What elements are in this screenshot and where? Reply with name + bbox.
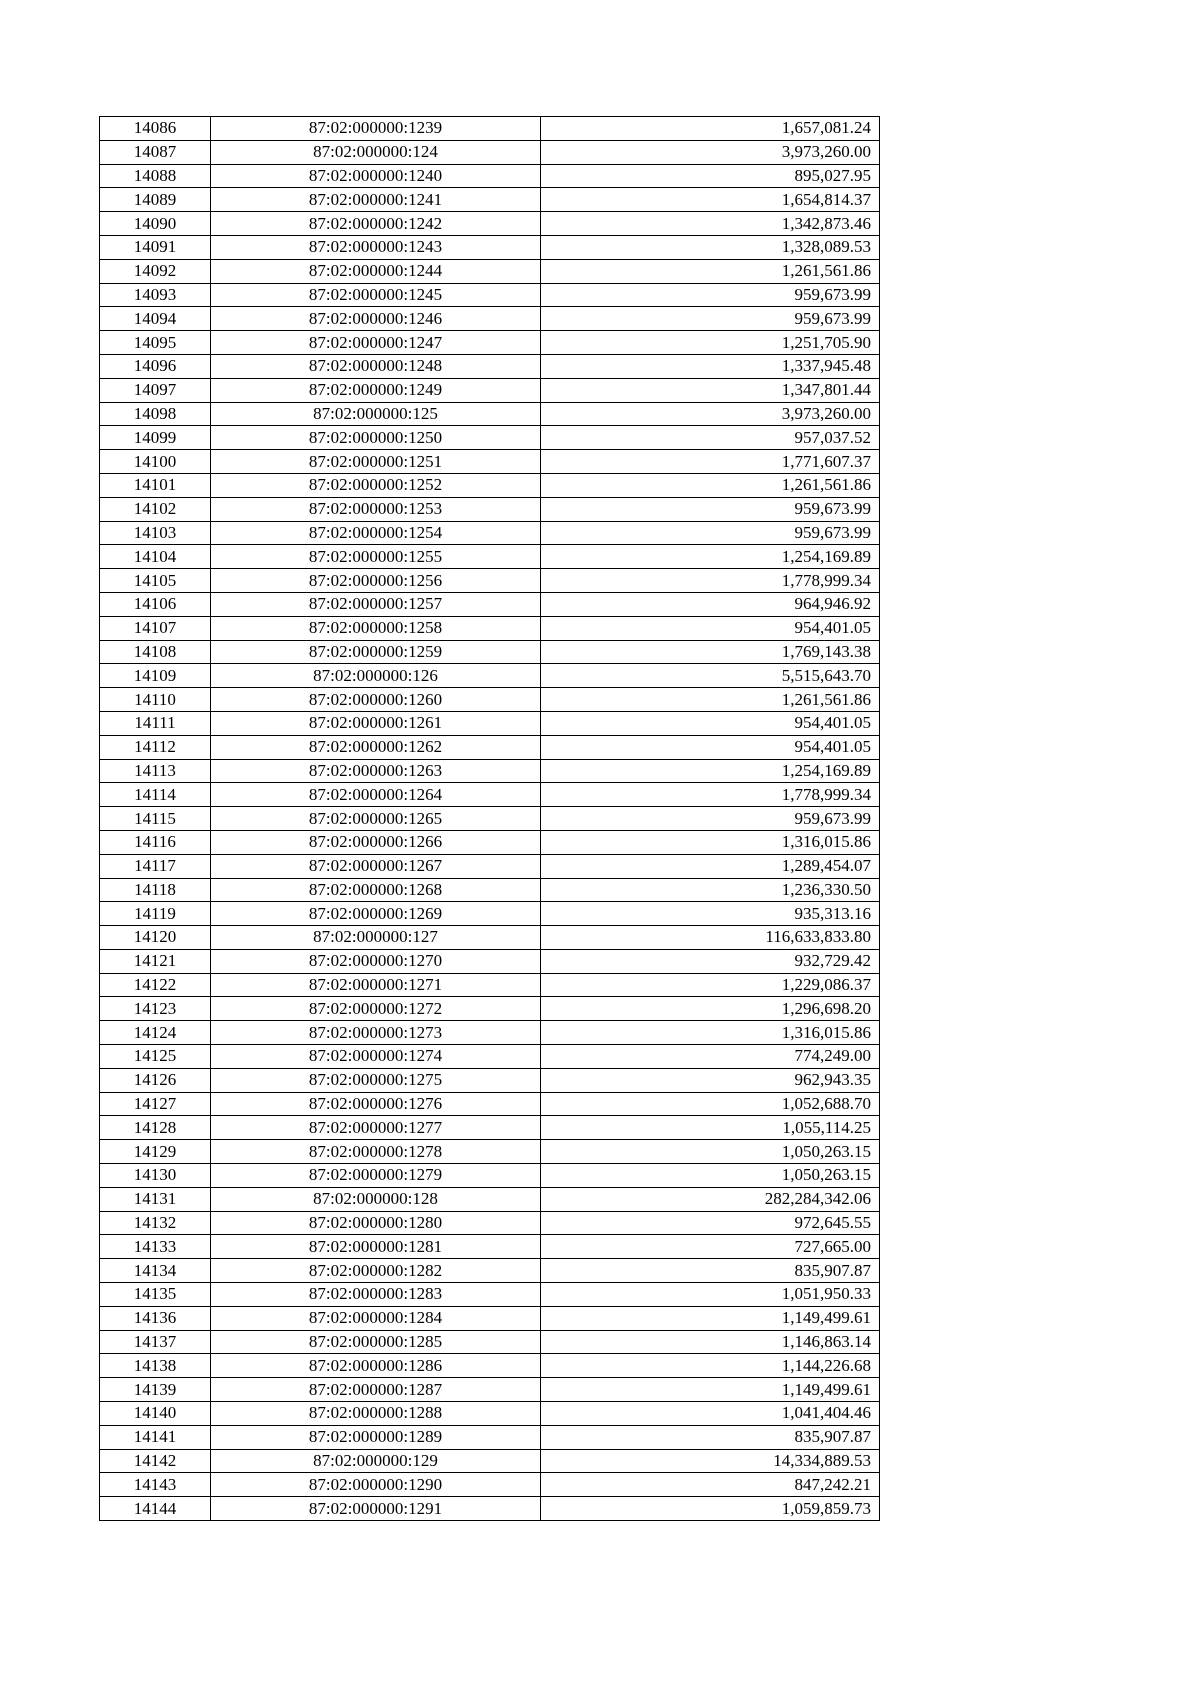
cadastral-number-cell: 87:02:000000:1240 [211, 164, 541, 188]
value-cell: 954,401.05 [541, 616, 880, 640]
table-row [100, 1354, 880, 1378]
row-number-cell: 14125 [100, 1045, 211, 1069]
row-number-cell: 14108 [100, 640, 211, 664]
value-cell: 932,729.42 [541, 949, 880, 973]
cadastral-number-cell: 87:02:000000:1257 [211, 592, 541, 616]
table-row [100, 1402, 880, 1426]
cadastral-number-cell: 87:02:000000:1239 [211, 117, 541, 141]
row-number-cell: 14136 [100, 1306, 211, 1330]
cadastral-number-cell: 87:02:000000:1286 [211, 1354, 541, 1378]
cadastral-number-cell: 87:02:000000:1260 [211, 688, 541, 712]
cadastral-number-cell: 87:02:000000:1270 [211, 949, 541, 973]
table-row [100, 1306, 880, 1330]
cadastral-number-cell: 87:02:000000:1256 [211, 569, 541, 593]
row-number-cell: 14118 [100, 878, 211, 902]
cadastral-number-cell: 87:02:000000:1244 [211, 259, 541, 283]
value-cell: 1,052,688.70 [541, 1092, 880, 1116]
table-row [100, 1283, 880, 1307]
row-number-cell: 14119 [100, 902, 211, 926]
row-number-cell: 14113 [100, 759, 211, 783]
row-number-cell: 14110 [100, 688, 211, 712]
row-number-cell: 14129 [100, 1140, 211, 1164]
table-row [100, 307, 880, 331]
row-number-cell: 14141 [100, 1425, 211, 1449]
value-cell: 3,973,260.00 [541, 140, 880, 164]
table-row [100, 878, 880, 902]
value-cell: 895,027.95 [541, 164, 880, 188]
table-row [100, 188, 880, 212]
row-number-cell: 14117 [100, 854, 211, 878]
cadastral-number-cell: 87:02:000000:1289 [211, 1425, 541, 1449]
table-row [100, 1116, 880, 1140]
value-cell: 1,144,226.68 [541, 1354, 880, 1378]
value-cell: 1,261,561.86 [541, 473, 880, 497]
table-row [100, 450, 880, 474]
table-row [100, 973, 880, 997]
value-cell: 1,236,330.50 [541, 878, 880, 902]
value-cell: 14,334,889.53 [541, 1449, 880, 1473]
cadastral-number-cell: 87:02:000000:1272 [211, 997, 541, 1021]
row-number-cell: 14114 [100, 783, 211, 807]
row-number-cell: 14093 [100, 283, 211, 307]
table-row [100, 521, 880, 545]
row-number-cell: 14089 [100, 188, 211, 212]
row-number-cell: 14096 [100, 354, 211, 378]
table-row [100, 1378, 880, 1402]
cadastral-number-cell: 87:02:000000:1283 [211, 1283, 541, 1307]
table-row [100, 854, 880, 878]
value-cell: 1,778,999.34 [541, 783, 880, 807]
row-number-cell: 14134 [100, 1259, 211, 1283]
value-cell: 1,261,561.86 [541, 259, 880, 283]
value-cell: 847,242.21 [541, 1473, 880, 1497]
cadastral-number-cell: 87:02:000000:1269 [211, 902, 541, 926]
value-cell: 1,657,081.24 [541, 117, 880, 141]
value-cell: 957,037.52 [541, 426, 880, 450]
cadastral-number-cell: 87:02:000000:1254 [211, 521, 541, 545]
value-cell: 962,943.35 [541, 1068, 880, 1092]
table-row [100, 926, 880, 950]
table-row [100, 569, 880, 593]
row-number-cell: 14135 [100, 1283, 211, 1307]
value-cell: 1,050,263.15 [541, 1140, 880, 1164]
cadastral-number-cell: 87:02:000000:1267 [211, 854, 541, 878]
row-number-cell: 14138 [100, 1354, 211, 1378]
table-row [100, 1092, 880, 1116]
cadastral-number-cell: 87:02:000000:124 [211, 140, 541, 164]
value-cell: 1,146,863.14 [541, 1330, 880, 1354]
cadastral-number-cell: 87:02:000000:129 [211, 1449, 541, 1473]
cadastral-number-cell: 87:02:000000:1274 [211, 1045, 541, 1069]
cadastral-number-cell: 87:02:000000:1264 [211, 783, 541, 807]
row-number-cell: 14098 [100, 402, 211, 426]
row-number-cell: 14088 [100, 164, 211, 188]
value-cell: 959,673.99 [541, 283, 880, 307]
table-row [100, 331, 880, 355]
table-row [100, 402, 880, 426]
row-number-cell: 14130 [100, 1164, 211, 1188]
cadastral-number-cell: 87:02:000000:125 [211, 402, 541, 426]
value-cell: 835,907.87 [541, 1425, 880, 1449]
table-row [100, 1045, 880, 1069]
value-cell: 1,328,089.53 [541, 235, 880, 259]
row-number-cell: 14095 [100, 331, 211, 355]
cadastral-number-cell: 87:02:000000:1271 [211, 973, 541, 997]
row-number-cell: 14121 [100, 949, 211, 973]
table-row [100, 235, 880, 259]
row-number-cell: 14133 [100, 1235, 211, 1259]
cadastral-number-cell: 87:02:000000:1252 [211, 473, 541, 497]
table-row [100, 259, 880, 283]
value-cell: 972,645.55 [541, 1211, 880, 1235]
cadastral-number-cell: 87:02:000000:126 [211, 664, 541, 688]
value-cell: 1,316,015.86 [541, 830, 880, 854]
value-cell: 116,633,833.80 [541, 926, 880, 950]
table-row [100, 664, 880, 688]
value-cell: 1,347,801.44 [541, 378, 880, 402]
cadastral-number-cell: 87:02:000000:1263 [211, 759, 541, 783]
cadastral-number-cell: 87:02:000000:1281 [211, 1235, 541, 1259]
table-row [100, 1449, 880, 1473]
cadastral-number-cell: 87:02:000000:1290 [211, 1473, 541, 1497]
row-number-cell: 14115 [100, 807, 211, 831]
table-row [100, 711, 880, 735]
value-cell: 1,289,454.07 [541, 854, 880, 878]
row-number-cell: 14094 [100, 307, 211, 331]
value-cell: 1,149,499.61 [541, 1306, 880, 1330]
value-cell: 1,041,404.46 [541, 1402, 880, 1426]
row-number-cell: 14122 [100, 973, 211, 997]
cadastral-number-cell: 87:02:000000:1268 [211, 878, 541, 902]
cadastral-number-cell: 87:02:000000:1259 [211, 640, 541, 664]
table-row [100, 735, 880, 759]
table-row [100, 378, 880, 402]
cadastral-number-cell: 87:02:000000:1255 [211, 545, 541, 569]
table-row [100, 640, 880, 664]
cadastral-number-cell: 87:02:000000:1288 [211, 1402, 541, 1426]
table-row [100, 140, 880, 164]
row-number-cell: 14128 [100, 1116, 211, 1140]
cadastral-number-cell: 87:02:000000:1246 [211, 307, 541, 331]
row-number-cell: 14143 [100, 1473, 211, 1497]
table-row [100, 616, 880, 640]
table-row [100, 1473, 880, 1497]
value-cell: 959,673.99 [541, 521, 880, 545]
table-row [100, 1259, 880, 1283]
cadastral-number-cell: 87:02:000000:1282 [211, 1259, 541, 1283]
value-cell: 1,296,698.20 [541, 997, 880, 1021]
cadastral-number-cell: 87:02:000000:1243 [211, 235, 541, 259]
table-row [100, 354, 880, 378]
row-number-cell: 14099 [100, 426, 211, 450]
value-cell: 1,229,086.37 [541, 973, 880, 997]
value-cell: 835,907.87 [541, 1259, 880, 1283]
value-cell: 774,249.00 [541, 1045, 880, 1069]
value-cell: 1,654,814.37 [541, 188, 880, 212]
table-row [100, 1211, 880, 1235]
table-row [100, 1497, 880, 1521]
row-number-cell: 14126 [100, 1068, 211, 1092]
value-cell: 935,313.16 [541, 902, 880, 926]
table-row [100, 1021, 880, 1045]
cadastral-number-cell: 87:02:000000:1261 [211, 711, 541, 735]
row-number-cell: 14086 [100, 117, 211, 141]
table-row [100, 902, 880, 926]
value-cell: 954,401.05 [541, 711, 880, 735]
cadastral-number-cell: 87:02:000000:1253 [211, 497, 541, 521]
row-number-cell: 14142 [100, 1449, 211, 1473]
table-row [100, 497, 880, 521]
table-row [100, 592, 880, 616]
value-cell: 1,149,499.61 [541, 1378, 880, 1402]
cadastral-number-cell: 87:02:000000:1258 [211, 616, 541, 640]
row-number-cell: 14104 [100, 545, 211, 569]
cadastral-number-cell: 87:02:000000:1251 [211, 450, 541, 474]
row-number-cell: 14100 [100, 450, 211, 474]
cadastral-number-cell: 87:02:000000:1262 [211, 735, 541, 759]
row-number-cell: 14131 [100, 1187, 211, 1211]
cadastral-number-cell: 87:02:000000:1248 [211, 354, 541, 378]
row-number-cell: 14123 [100, 997, 211, 1021]
cadastral-number-cell: 87:02:000000:1280 [211, 1211, 541, 1235]
value-cell: 1,055,114.25 [541, 1116, 880, 1140]
row-number-cell: 14116 [100, 830, 211, 854]
cadastral-number-cell: 87:02:000000:1249 [211, 378, 541, 402]
table-row [100, 1235, 880, 1259]
table-row [100, 117, 880, 141]
row-number-cell: 14105 [100, 569, 211, 593]
value-cell: 1,337,945.48 [541, 354, 880, 378]
table-row [100, 473, 880, 497]
row-number-cell: 14101 [100, 473, 211, 497]
row-number-cell: 14140 [100, 1402, 211, 1426]
value-cell: 727,665.00 [541, 1235, 880, 1259]
row-number-cell: 14144 [100, 1497, 211, 1521]
table-row [100, 1425, 880, 1449]
table-row [100, 759, 880, 783]
cadastral-number-cell: 87:02:000000:1287 [211, 1378, 541, 1402]
cadastral-number-cell: 87:02:000000:127 [211, 926, 541, 950]
cadastral-number-cell: 87:02:000000:1273 [211, 1021, 541, 1045]
table-row [100, 545, 880, 569]
cadastral-number-cell: 87:02:000000:1265 [211, 807, 541, 831]
row-number-cell: 14120 [100, 926, 211, 950]
cadastral-number-cell: 87:02:000000:1284 [211, 1306, 541, 1330]
cadastral-number-cell: 87:02:000000:128 [211, 1187, 541, 1211]
value-cell: 1,261,561.86 [541, 688, 880, 712]
table-row [100, 164, 880, 188]
value-cell: 959,673.99 [541, 307, 880, 331]
cadastral-number-cell: 87:02:000000:1242 [211, 212, 541, 236]
table-row [100, 997, 880, 1021]
value-cell: 1,778,999.34 [541, 569, 880, 593]
cadastral-number-cell: 87:02:000000:1276 [211, 1092, 541, 1116]
cadastral-number-cell: 87:02:000000:1241 [211, 188, 541, 212]
table-row [100, 1330, 880, 1354]
value-cell: 3,973,260.00 [541, 402, 880, 426]
value-cell: 1,254,169.89 [541, 759, 880, 783]
table-row [100, 1068, 880, 1092]
value-cell: 959,673.99 [541, 807, 880, 831]
row-number-cell: 14087 [100, 140, 211, 164]
cadastral-number-cell: 87:02:000000:1250 [211, 426, 541, 450]
value-cell: 5,515,643.70 [541, 664, 880, 688]
cadastral-number-cell: 87:02:000000:1279 [211, 1164, 541, 1188]
cadastral-number-cell: 87:02:000000:1291 [211, 1497, 541, 1521]
cadastral-number-cell: 87:02:000000:1275 [211, 1068, 541, 1092]
value-cell: 282,284,342.06 [541, 1187, 880, 1211]
row-number-cell: 14091 [100, 235, 211, 259]
row-number-cell: 14102 [100, 497, 211, 521]
cadastral-number-cell: 87:02:000000:1285 [211, 1330, 541, 1354]
cadastral-number-cell: 87:02:000000:1266 [211, 830, 541, 854]
row-number-cell: 14109 [100, 664, 211, 688]
row-number-cell: 14132 [100, 1211, 211, 1235]
value-cell: 954,401.05 [541, 735, 880, 759]
value-cell: 1,059,859.73 [541, 1497, 880, 1521]
row-number-cell: 14127 [100, 1092, 211, 1116]
value-cell: 1,316,015.86 [541, 1021, 880, 1045]
value-cell: 964,946.92 [541, 592, 880, 616]
row-number-cell: 14103 [100, 521, 211, 545]
table-row [100, 426, 880, 450]
table-body [100, 117, 880, 1521]
table-row [100, 283, 880, 307]
table-row [100, 807, 880, 831]
row-number-cell: 14097 [100, 378, 211, 402]
row-number-cell: 14124 [100, 1021, 211, 1045]
cadastral-number-cell: 87:02:000000:1277 [211, 1116, 541, 1140]
cadastral-number-cell: 87:02:000000:1247 [211, 331, 541, 355]
row-number-cell: 14092 [100, 259, 211, 283]
table-row [100, 212, 880, 236]
value-cell: 1,251,705.90 [541, 331, 880, 355]
row-number-cell: 14139 [100, 1378, 211, 1402]
cadastral-value-table [99, 116, 880, 1521]
table-row [100, 1187, 880, 1211]
row-number-cell: 14107 [100, 616, 211, 640]
row-number-cell: 14090 [100, 212, 211, 236]
table-row [100, 1164, 880, 1188]
value-cell: 1,254,169.89 [541, 545, 880, 569]
row-number-cell: 14137 [100, 1330, 211, 1354]
table-row [100, 688, 880, 712]
cadastral-number-cell: 87:02:000000:1245 [211, 283, 541, 307]
value-cell: 1,050,263.15 [541, 1164, 880, 1188]
value-cell: 1,342,873.46 [541, 212, 880, 236]
row-number-cell: 14112 [100, 735, 211, 759]
cadastral-number-cell: 87:02:000000:1278 [211, 1140, 541, 1164]
value-cell: 1,051,950.33 [541, 1283, 880, 1307]
value-cell: 1,769,143.38 [541, 640, 880, 664]
table-row [100, 1140, 880, 1164]
row-number-cell: 14106 [100, 592, 211, 616]
table-row [100, 949, 880, 973]
row-number-cell: 14111 [100, 711, 211, 735]
value-cell: 959,673.99 [541, 497, 880, 521]
value-cell: 1,771,607.37 [541, 450, 880, 474]
table-row [100, 783, 880, 807]
table-row [100, 830, 880, 854]
